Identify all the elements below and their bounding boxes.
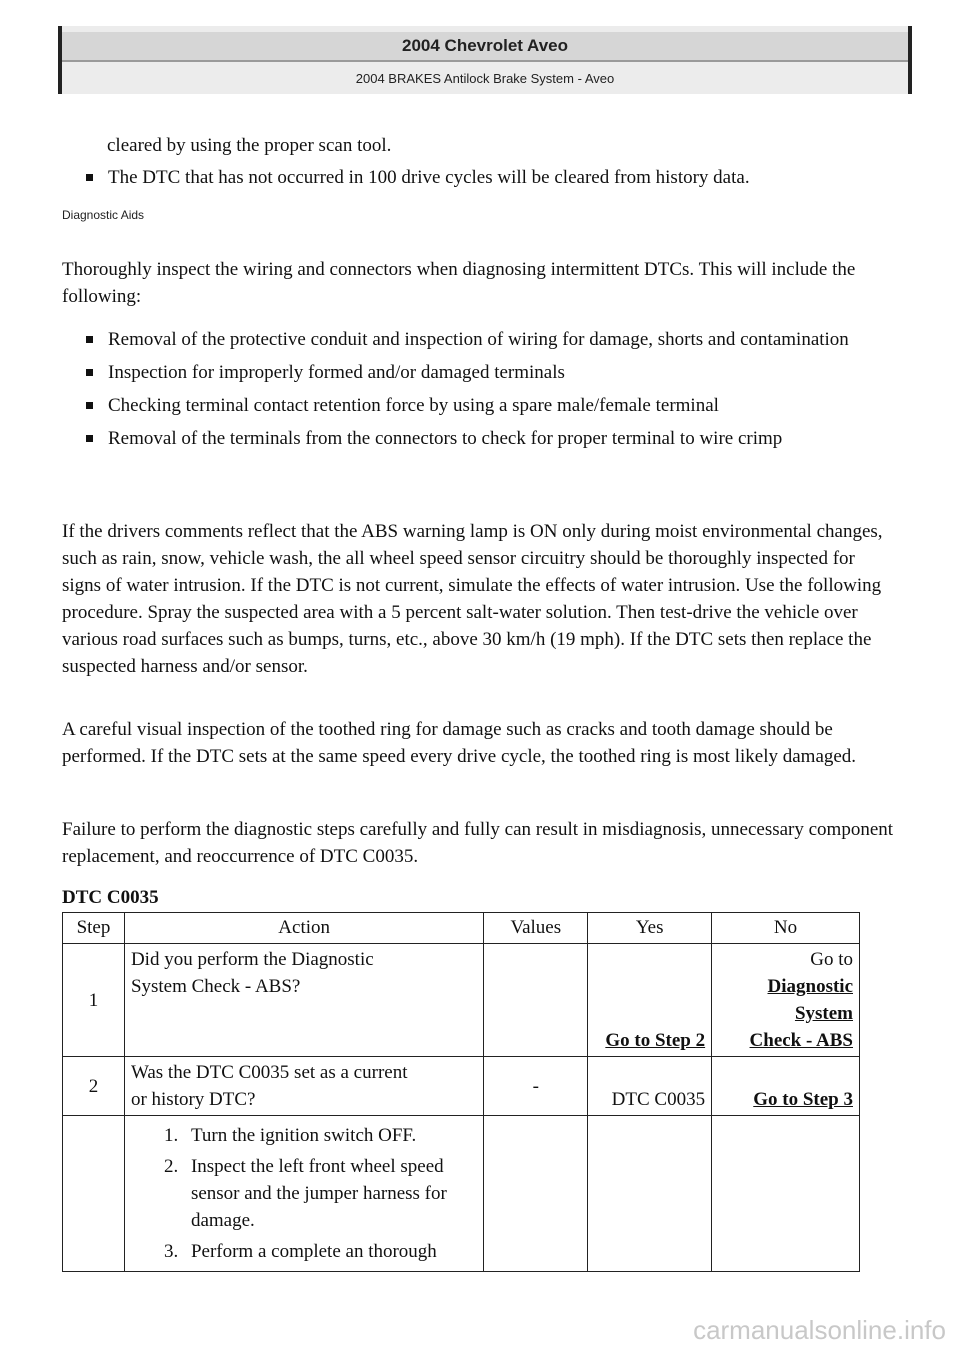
page-header	[58, 26, 912, 94]
list-item: Removal of the terminals from the connectors to check for proper terminal to wire crimp	[84, 425, 874, 452]
no-cell: Go to Diagnostic System Check - ABS	[712, 944, 860, 1057]
intro-bullet-list	[84, 164, 884, 191]
bullet-icon	[86, 336, 93, 343]
table-header-row	[63, 913, 860, 944]
no-cell	[712, 1116, 860, 1272]
step-number	[63, 1116, 125, 1272]
diagnostic-system-check-link[interactable]: Diagnostic	[767, 976, 853, 997]
yes-cell	[588, 1116, 712, 1272]
diagnostic-aids-paragraph: Thoroughly inspect the wiring and connectors when diagnosing intermittent DTCs. This will include the following:	[62, 259, 856, 307]
bullet-icon	[86, 174, 93, 181]
procedure-steps	[131, 1122, 477, 1265]
failure-warning-paragraph: Failure to perform the diagnostic steps carefully and fully can result in misdiagnosis, unnecessary component replacement, and reoccurrence of DTC C0035.	[62, 819, 894, 867]
list-item: The DTC that has not occurred in 100 drive cycles will be cleared from history data.	[84, 164, 884, 191]
yes-cell: DTC C0035	[588, 1057, 712, 1116]
action-cell: Did you perform the Diagnostic System Check - ABS?	[124, 944, 483, 1057]
list-item: Removal of the protective conduit and inspection of wiring for damage, shorts and contamination	[84, 326, 874, 353]
table-row	[63, 944, 860, 1057]
step-number: 1	[63, 944, 125, 1057]
action-cell	[124, 1116, 483, 1272]
action-cell: Was the DTC C0035 set as a current or history DTC?	[124, 1057, 483, 1116]
diagnostic-aids-list	[84, 326, 874, 452]
step-number: 2	[63, 1057, 125, 1116]
header-title: 2004 Chevrolet Aveo	[62, 32, 908, 62]
diagnostic-aids-heading: Diagnostic Aids	[62, 208, 145, 222]
list-item: 2. Inspect the left front wheel speed sensor and the jumper harness for damage.	[183, 1153, 477, 1234]
go-to-step-2-link[interactable]: Go to Step 2	[605, 1030, 706, 1051]
water-intrusion-paragraph: If the drivers comments reflect that the ABS warning lamp is ON only during moist environmental changes, such as rain, snow, vehicle wash, the all wheel speed sensor circuitry should be thoroughly inspected for signs of water intrusion. If the DTC is not current, simulate the effects of water intrusion. Use the following procedure. Spray the suspected area with a 5 percent salt-water solution. Then test-drive the vehicle over various road surfaces such as bumps, turns, etc., above 30 km/h (19 mph). If the DTC sets then replace the suspected harness and/or sensor.	[62, 521, 883, 677]
dtc-table	[62, 912, 860, 1272]
column-header-step: Step	[63, 913, 125, 944]
column-header-yes: Yes	[588, 913, 712, 944]
table-row	[63, 1116, 860, 1272]
bullet-icon	[86, 435, 93, 442]
yes-cell	[588, 944, 712, 1057]
list-item: 3. Perform a complete an thorough	[183, 1238, 477, 1265]
column-header-values: Values	[484, 913, 588, 944]
no-cell	[712, 1057, 860, 1116]
watermark: carmanualsonline.info	[693, 1315, 946, 1345]
list-item: 1. Turn the ignition switch OFF.	[183, 1122, 477, 1149]
bullet-icon	[86, 369, 93, 376]
values-cell: -	[484, 1057, 588, 1116]
list-item: Checking terminal contact retention force by using a spare male/female terminal	[84, 392, 874, 419]
column-header-action: Action	[124, 913, 483, 944]
header-subtitle: 2004 BRAKES Antilock Brake System - Aveo	[355, 71, 615, 86]
table-row	[63, 1057, 860, 1116]
list-item: Inspection for improperly formed and/or damaged terminals	[84, 359, 874, 386]
toothed-ring-paragraph: A careful visual inspection of the toothed ring for damage such as cracks and tooth damage should be performed. If the DTC sets at the same speed every drive cycle, the toothed ring is most likely damaged.	[62, 719, 857, 767]
bullet-icon	[86, 402, 93, 409]
column-header-no: No	[712, 913, 860, 944]
values-cell	[484, 944, 588, 1057]
go-to-step-3-link[interactable]: Go to Step 3	[753, 1089, 853, 1110]
intro-continuation: cleared by using the proper scan tool.	[107, 135, 392, 156]
values-cell	[484, 1116, 588, 1272]
table-title: DTC C0035	[62, 887, 159, 908]
